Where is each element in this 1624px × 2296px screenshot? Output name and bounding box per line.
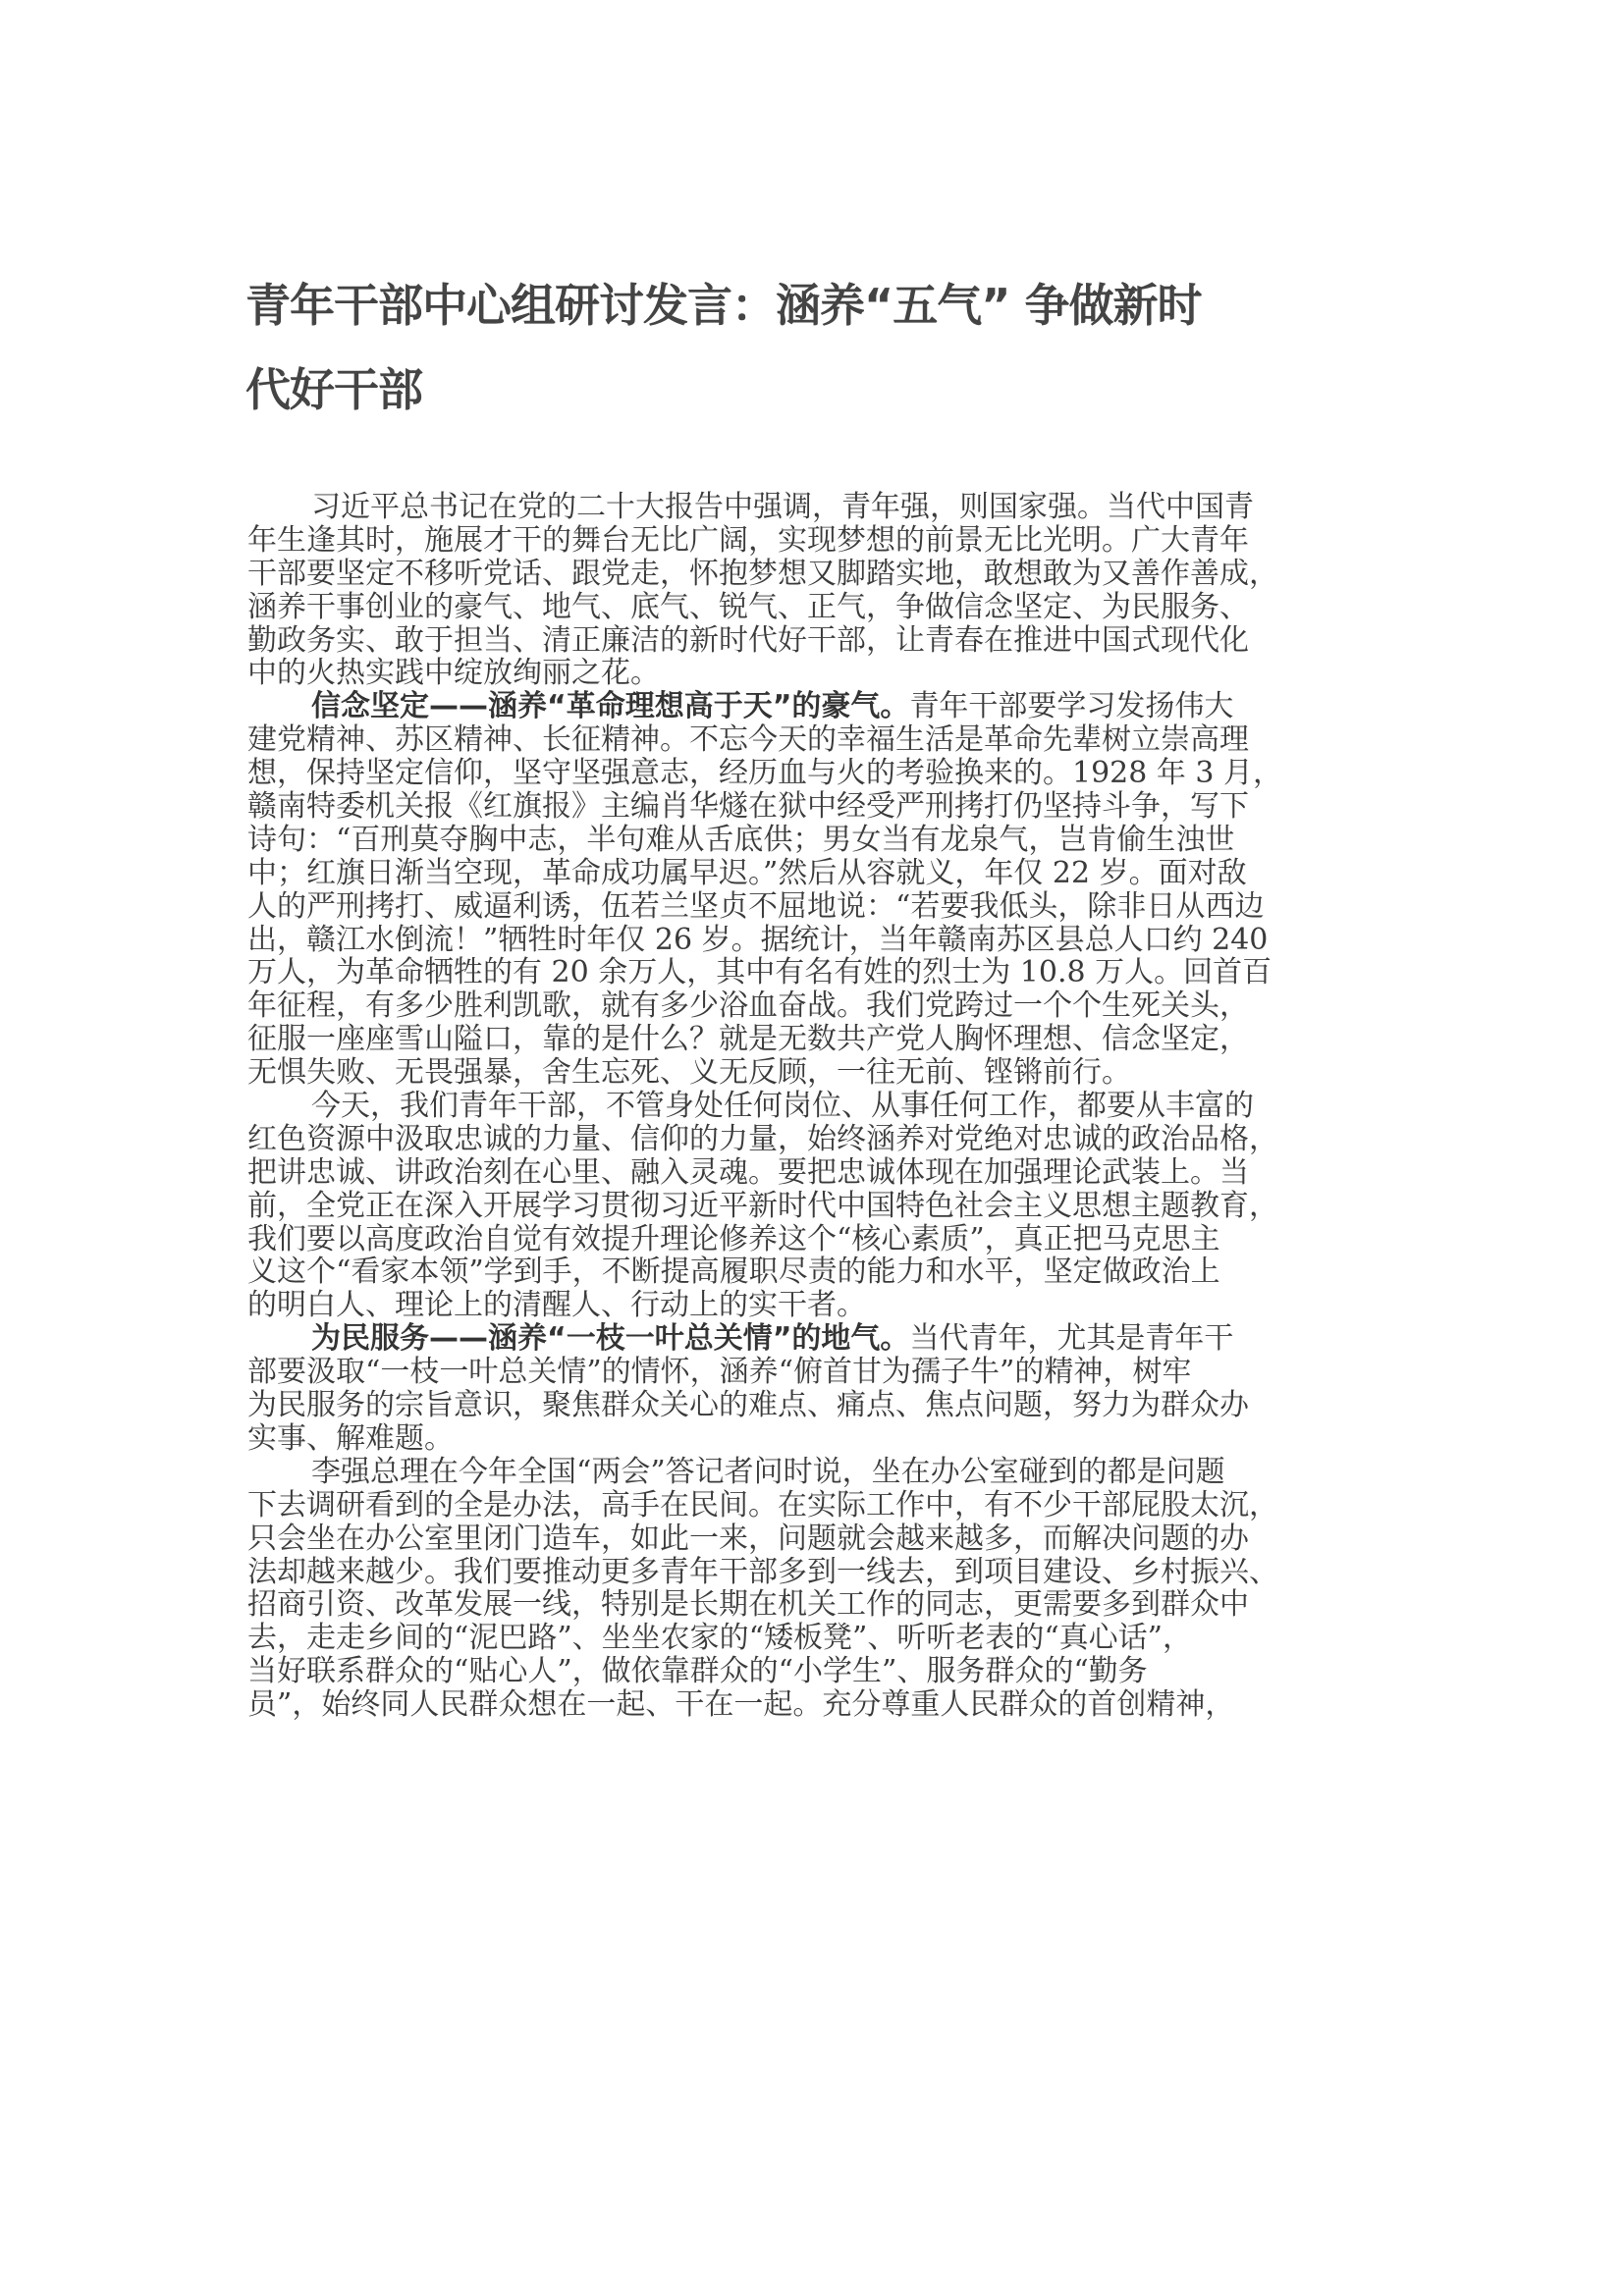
text-line: 中；红旗日渐当空现，革命成功属早迟。”然后从容就义，年仅 22 岁。面对敌 xyxy=(247,855,1247,890)
paragraph-intro xyxy=(247,491,1396,690)
text-line: 无惧失败、无畏强暴，舍生忘死、义无反顾，一往无前、铿锵前行。 xyxy=(247,1055,1131,1091)
text-line: 征服一座座雪山隘口，靠的是什么？就是无数共产党人胸怀理想、信念坚定， xyxy=(247,1022,1249,1057)
text-line xyxy=(247,690,1396,723)
text-line: 干部要坚定不移听党话、跟党走，怀抱梦想又脚踏实地，敢想敢为又善作善成， xyxy=(247,556,1278,591)
text-line: 出，赣江水倒流！”牺牲时年仅 26 岁。据统计，当年赣南苏区县总人口约 240 xyxy=(247,922,1269,957)
text-line: 法却越来越少。我们要推动更多青年干部多到一线去，到项目建设、乡村振兴、 xyxy=(247,1554,1278,1589)
text-line: 下去调研看到的全是办法，高手在民间。在实际工作中，有不少干部屁股太沉， xyxy=(247,1487,1278,1522)
text-line: 实事、解难题。 xyxy=(247,1420,454,1456)
text-line: 的明白人、理论上的清醒人、行动上的实干者。 xyxy=(247,1288,866,1323)
text-line: 招商引资、改革发展一线，特别是长期在机关工作的同志，更需要多到群众中 xyxy=(247,1587,1249,1623)
text-line xyxy=(247,1322,1396,1356)
document-body xyxy=(247,491,1396,1722)
text-line: 部要汲取“一枝一叶总关情”的情怀，涵养“俯首甘为孺子牛”的精神，树牢 xyxy=(247,1355,1192,1390)
text-line: 员”，始终同人民群众想在一起、干在一起。充分尊重人民群众的首创精神， xyxy=(247,1687,1235,1723)
text-run: 青年干部要学习发扬伟大 xyxy=(909,689,1234,724)
text-line: 今天，我们青年干部，不管身处任何岗位、从事任何工作，都要从丰富的 xyxy=(311,1089,1254,1124)
text-line: 万人，为革命牺牲的有 20 余万人，其中有名有姓的烈士为 10.8 万人。回首百 xyxy=(247,955,1272,990)
section-heading-service: 为民服务——涵养“一枝一叶总关情”的地气。 xyxy=(311,1321,910,1357)
text-line: 涵养干事创业的豪气、地气、底气、锐气、正气，争做信念坚定、为民服务、 xyxy=(247,589,1249,624)
section-heading-faith: 信念坚定——涵养“革命理想高于天”的豪气。 xyxy=(311,689,910,724)
title-line: 青年干部中心组研讨发言：涵养“五气” 争做新时 xyxy=(245,279,1202,332)
text-line: 勤政务实、敢于担当、清正廉洁的新时代好干部，让青春在推进中国式现代化 xyxy=(247,622,1249,658)
text-line: 红色资源中汲取忠诚的力量、信仰的力量，始终涵养对党绝对忠诚的政治品格， xyxy=(247,1121,1278,1156)
text-line: 当好联系群众的“贴心人”，做依靠群众的“小学生”、服务群众的“勤务 xyxy=(247,1654,1148,1689)
text-run: 当代青年，尤其是青年干 xyxy=(909,1321,1234,1357)
text-line: 赣南特委机关报《红旗报》主编肖华燧在狱中经受严刑拷打仍坚持斗争，写下 xyxy=(247,789,1249,825)
text-line: 年生逢其时，施展才干的舞台无比广阔，实现梦想的前景无比光明。广大青年 xyxy=(247,522,1249,558)
text-line: 前，全党正在深入开展学习贯彻习近平新时代中国特色社会主义思想主题教育， xyxy=(247,1188,1278,1223)
text-line: 去，走走乡间的“泥巴路”、坐坐农家的“矮板凳”、听听老表的“真心话”， xyxy=(247,1621,1193,1656)
document-title xyxy=(245,263,1404,432)
text-line: 把讲忠诚、讲政治刻在心里、融入灵魂。要把忠诚体现在加强理论武装上。当 xyxy=(247,1154,1249,1190)
title-line: 代好干部 xyxy=(245,363,422,416)
text-line: 建党精神、苏区精神、长征精神。不忘今天的幸福生活是革命先辈树立崇高理 xyxy=(247,722,1249,758)
text-line: 我们要以高度政治自觉有效提升理论修养这个“核心素质”，真正把马克思主 xyxy=(247,1221,1220,1256)
text-line: 李强总理在今年全国“两会”答记者问时说，坐在办公室碰到的都是问题 xyxy=(311,1454,1225,1489)
text-line: 中的火热实践中绽放绚丽之花。 xyxy=(247,656,660,691)
text-line: 为民服务的宗旨意识，聚焦群众关心的难点、痛点、焦点问题，努力为群众办 xyxy=(247,1388,1249,1423)
text-line: 只会坐在办公室里闭门造车，如此一来，问题就会越来越多，而解决问题的办 xyxy=(247,1521,1249,1556)
text-line: 习近平总书记在党的二十大报告中强调，青年强，则国家强。当代中国青 xyxy=(311,490,1254,524)
text-line: 想，保持坚定信仰，坚守坚强意志，经历血与火的考验换来的。1928 年 3 月， xyxy=(247,756,1283,791)
text-line: 年征程，有多少胜利凯歌，就有多少浴血奋战。我们党跨过一个个生死关头， xyxy=(247,988,1249,1024)
text-line: 人的严刑拷打、威逼利诱，伍若兰坚贞不屈地说：“若要我低头，除非日从西边 xyxy=(247,888,1265,924)
text-line: 义这个“看家本领”学到手，不断提高履职尽责的能力和水平，坚定做政治上 xyxy=(247,1255,1220,1290)
paragraph-faith xyxy=(247,690,1396,1090)
text-line: 诗句：“百刑莫夺胸中志，半句难从舌底供；男女当有龙泉气，岂肯偷生浊世 xyxy=(247,822,1235,857)
paragraph-grassroots xyxy=(247,1456,1396,1722)
paragraph-loyalty xyxy=(247,1090,1396,1322)
paragraph-service xyxy=(247,1322,1396,1456)
